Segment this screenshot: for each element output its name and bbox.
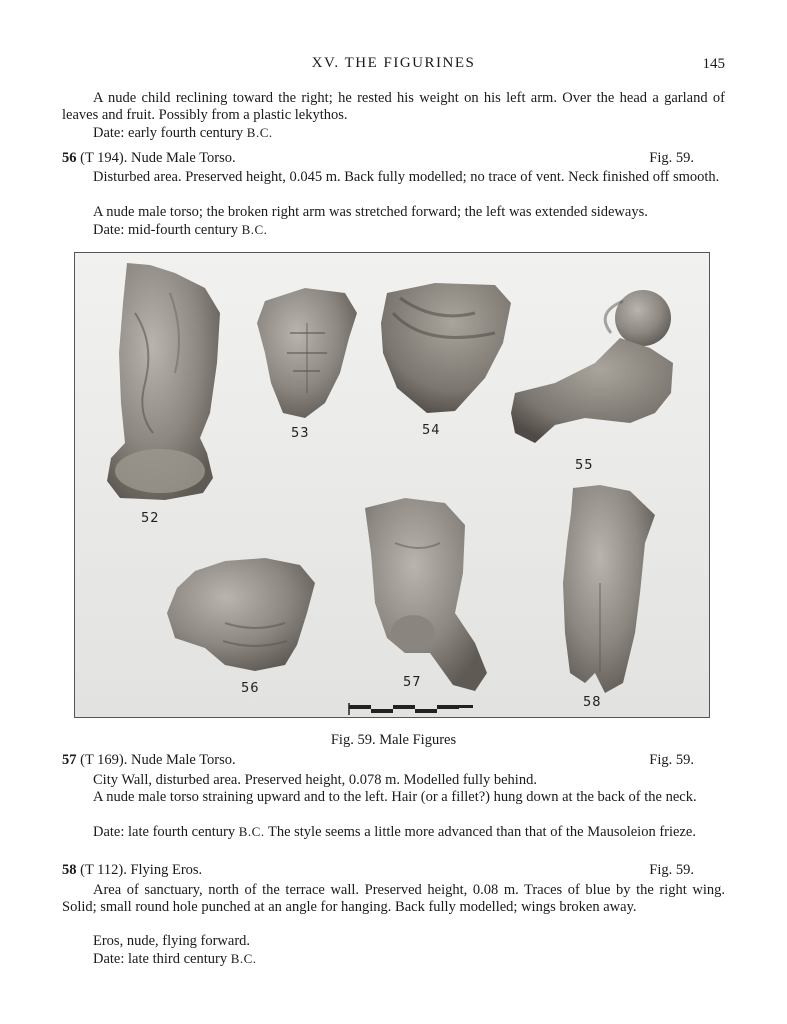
figure-reference: Fig. 59. [649,150,694,166]
figure-plate [74,252,710,718]
running-head [62,55,725,77]
figurine-52 [107,263,220,500]
figure-photograph [75,253,710,718]
specimen-label-56: 56 [241,681,260,696]
entry-57-detail: A nude male torso straining upward and to the left. Hair (or a fillet?) hung down at the back of the neck. [93,789,697,805]
date-prefix: Date: mid-fourth century [93,222,242,238]
date-prefix: Date: late third century [93,951,231,967]
date-era: B.C. [230,951,257,966]
entry-58-heading [62,862,694,879]
entry-57-heading [62,752,694,769]
entry-58-detail: Eros, nude, flying forward. [93,933,251,949]
entry-title: (T 112). Flying Eros. [76,862,203,878]
entry-number: 58 [62,862,77,878]
entry-number: 57 [62,752,77,768]
specimen-label-54: 54 [422,423,441,438]
page-number: 145 [702,56,725,72]
specimen-label-57: 57 [403,675,422,690]
intro-date-era: B.C. [246,125,273,140]
date-prefix: Date: late fourth century [93,824,239,840]
entry-57-date [62,823,725,841]
date-era: B.C. [238,824,265,839]
entry-56-description: Disturbed area. Preserved height, 0.045 m. Back fully modelled; no trace of vent. Neck finished off smooth. [93,169,720,185]
entry-56-heading [62,150,694,167]
intro-date-prefix: Date: early fourth century [93,125,247,141]
entry-title: (T 169). Nude Male Torso. [76,752,236,768]
running-head-title: XV. THE FIGURINES [311,55,476,71]
entry-58-description: Area of sanctuary, north of the terrace wall. Preserved height, 0.08 m. Traces of blue by the right wing. Solid; small round hole punched at an angle for hanging. Back fully modelled; wings broken away. [62,882,725,916]
specimen-label-52: 52 [141,511,160,526]
figure-reference: Fig. 59. [649,752,694,768]
intro-paragraph: A nude child reclining toward the right; he rested his weight on his left arm. Over the head a garland of leaves and fruit. Possibly from a plastic lekythos. [62,90,725,124]
entry-number: 56 [62,150,77,166]
entry-56-date [62,221,725,239]
entry-57-description: City Wall, disturbed area. Preserved height, 0.078 m. Modelled fully behind. [93,772,537,788]
entry-title: (T 194). Nude Male Torso. [76,150,236,166]
figure-reference: Fig. 59. [649,862,694,878]
specimen-label-55: 55 [575,458,594,473]
entry-58-date [62,950,725,968]
date-note: The style seems a little more advanced than that of the Mausoleion frieze. [264,824,696,840]
specimen-label-53: 53 [291,426,310,441]
entry-56-detail: A nude male torso; the broken right arm was stretched forward; the left was extended sideways. [93,204,648,220]
figure-caption: Fig. 59. Male Figures [330,732,457,748]
specimen-label-58: 58 [583,695,602,710]
date-era: B.C. [241,222,268,237]
intro-date [62,124,725,142]
